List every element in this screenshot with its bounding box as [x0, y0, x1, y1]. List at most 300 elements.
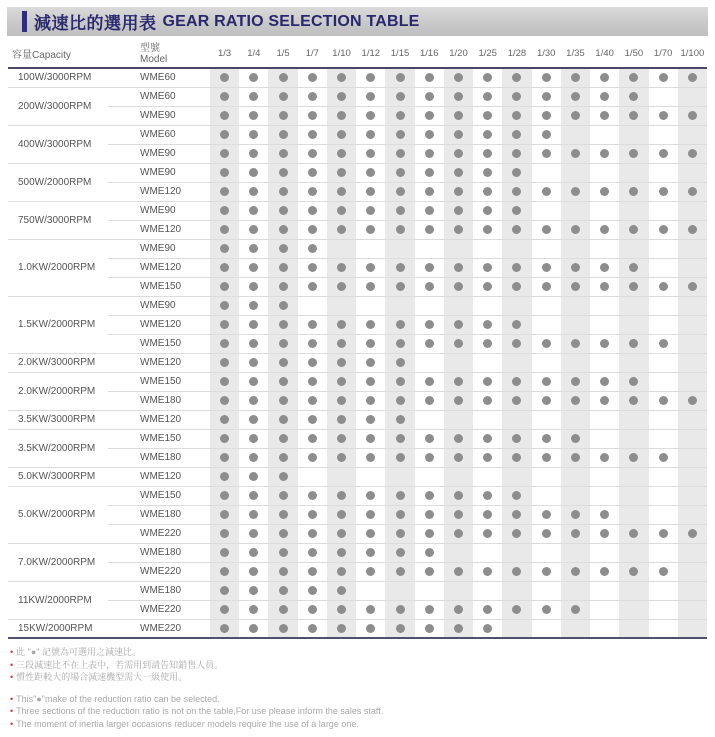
ratio-cell — [415, 106, 444, 125]
ratio-cell — [532, 410, 561, 429]
ratio-column-header: 1/20 — [444, 40, 473, 68]
ratio-cell — [356, 429, 385, 448]
ratio-cell — [473, 296, 502, 315]
model-cell: WME90 — [108, 163, 210, 182]
ratio-cell — [210, 334, 239, 353]
ratio-cell — [356, 334, 385, 353]
availability-dot — [220, 301, 229, 310]
ratio-cell — [649, 600, 678, 619]
table-header-row — [8, 40, 707, 68]
ratio-cell — [356, 277, 385, 296]
ratio-column-header: 1/12 — [356, 40, 385, 68]
note-line — [10, 659, 383, 672]
availability-dot — [571, 92, 580, 101]
ratio-cell — [210, 106, 239, 125]
availability-dot — [542, 377, 551, 386]
ratio-cell — [268, 163, 297, 182]
model-cell: WME120 — [108, 353, 210, 372]
ratio-cell — [239, 315, 268, 334]
availability-dot — [425, 491, 434, 500]
ratio-cell — [590, 201, 619, 220]
ratio-cell — [385, 220, 414, 239]
availability-dot — [542, 339, 551, 348]
ratio-cell — [502, 163, 531, 182]
availability-dot — [220, 73, 229, 82]
ratio-cell — [678, 524, 707, 543]
availability-dot — [308, 225, 317, 234]
ratio-cell — [590, 87, 619, 106]
ratio-cell — [210, 258, 239, 277]
ratio-cell — [239, 581, 268, 600]
availability-dot — [366, 434, 375, 443]
model-cell: WME150 — [108, 277, 210, 296]
availability-dot — [454, 225, 463, 234]
ratio-column-header: 1/35 — [561, 40, 590, 68]
availability-dot — [483, 605, 492, 614]
ratio-cell — [619, 410, 648, 429]
ratio-cell — [327, 277, 356, 296]
availability-dot — [308, 73, 317, 82]
availability-dot — [308, 111, 317, 120]
ratio-cell — [210, 353, 239, 372]
availability-dot — [337, 149, 346, 158]
availability-dot — [425, 320, 434, 329]
ratio-cell — [268, 600, 297, 619]
ratio-cell — [649, 486, 678, 505]
ratio-cell — [532, 144, 561, 163]
ratio-cell — [268, 258, 297, 277]
ratio-cell — [532, 106, 561, 125]
ratio-cell — [502, 258, 531, 277]
ratio-cell — [649, 258, 678, 277]
ratio-cell — [532, 334, 561, 353]
table-row — [8, 543, 707, 562]
availability-dot — [659, 529, 668, 538]
availability-dot — [279, 92, 288, 101]
ratio-cell — [327, 201, 356, 220]
ratio-column-header: 1/16 — [415, 40, 444, 68]
ratio-cell — [561, 239, 590, 258]
availability-dot — [425, 263, 434, 272]
ratio-cell — [590, 372, 619, 391]
ratio-cell — [239, 562, 268, 581]
availability-dot — [366, 396, 375, 405]
availability-dot — [659, 225, 668, 234]
availability-dot — [337, 282, 346, 291]
ratio-cell — [210, 562, 239, 581]
ratio-cell — [590, 125, 619, 144]
availability-dot — [279, 605, 288, 614]
ratio-cell — [590, 505, 619, 524]
table-row — [8, 125, 707, 144]
ratio-column-header: 1/3 — [210, 40, 239, 68]
ratio-cell — [561, 106, 590, 125]
ratio-cell — [532, 220, 561, 239]
availability-dot — [512, 111, 521, 120]
availability-dot — [366, 358, 375, 367]
ratio-cell — [385, 125, 414, 144]
availability-dot — [308, 206, 317, 215]
ratio-cell — [649, 353, 678, 372]
ratio-cell — [532, 163, 561, 182]
ratio-cell — [473, 258, 502, 277]
availability-dot — [571, 396, 580, 405]
ratio-cell — [298, 562, 327, 581]
availability-dot — [454, 187, 463, 196]
availability-dot — [220, 263, 229, 272]
capacity-cell: 100W/3000RPM — [8, 68, 108, 87]
ratio-cell — [268, 562, 297, 581]
availability-dot — [337, 586, 346, 595]
availability-dot — [454, 73, 463, 82]
ratio-cell — [356, 524, 385, 543]
table-row — [8, 467, 707, 486]
ratio-cell — [298, 619, 327, 638]
availability-dot — [483, 130, 492, 139]
availability-dot — [220, 586, 229, 595]
ratio-cell — [561, 258, 590, 277]
ratio-cell — [444, 87, 473, 106]
ratio-cell — [210, 581, 239, 600]
ratio-cell — [473, 87, 502, 106]
availability-dot — [249, 168, 258, 177]
availability-dot — [542, 225, 551, 234]
availability-dot — [396, 453, 405, 462]
availability-dot — [220, 510, 229, 519]
ratio-cell — [210, 239, 239, 258]
note-line — [10, 718, 383, 731]
ratio-cell — [649, 467, 678, 486]
table-row — [8, 277, 707, 296]
ratio-cell — [385, 562, 414, 581]
ratio-cell — [678, 239, 707, 258]
ratio-cell — [298, 220, 327, 239]
table-row — [8, 68, 707, 87]
availability-dot — [542, 149, 551, 158]
page-title-en: GEAR RATIO SELECTION TABLE — [162, 12, 420, 30]
availability-dot — [425, 92, 434, 101]
availability-dot — [249, 282, 258, 291]
ratio-cell — [473, 505, 502, 524]
ratio-cell — [473, 619, 502, 638]
availability-dot — [220, 605, 229, 614]
table-row — [8, 239, 707, 258]
availability-dot — [600, 529, 609, 538]
ratio-cell — [239, 429, 268, 448]
ratio-cell — [444, 182, 473, 201]
ratio-cell — [356, 600, 385, 619]
ratio-column-header: 1/70 — [649, 40, 678, 68]
ratio-cell — [678, 106, 707, 125]
ratio-cell — [415, 619, 444, 638]
note-text: 慣性距較大的場合減速機型需大一級使用。 — [16, 672, 188, 682]
availability-dot — [600, 510, 609, 519]
ratio-cell — [532, 258, 561, 277]
ratio-cell — [502, 87, 531, 106]
ratio-cell — [590, 600, 619, 619]
ratio-cell — [298, 448, 327, 467]
ratio-cell — [415, 125, 444, 144]
availability-dot — [249, 567, 258, 576]
ratio-cell — [532, 353, 561, 372]
ratio-cell — [356, 144, 385, 163]
ratio-cell — [444, 334, 473, 353]
availability-dot — [571, 149, 580, 158]
ratio-cell — [239, 619, 268, 638]
ratio-cell — [678, 182, 707, 201]
ratio-cell — [444, 353, 473, 372]
ratio-cell — [444, 448, 473, 467]
ratio-cell — [532, 239, 561, 258]
availability-dot — [337, 73, 346, 82]
availability-dot — [542, 567, 551, 576]
availability-dot — [688, 111, 697, 120]
ratio-cell — [502, 296, 531, 315]
ratio-cell — [561, 562, 590, 581]
availability-dot — [542, 396, 551, 405]
ratio-cell — [444, 201, 473, 220]
table-row — [8, 296, 707, 315]
availability-dot — [396, 491, 405, 500]
availability-dot — [337, 358, 346, 367]
ratio-cell — [327, 258, 356, 277]
ratio-cell — [385, 201, 414, 220]
ratio-cell — [619, 144, 648, 163]
ratio-column-header: 1/10 — [327, 40, 356, 68]
ratio-cell — [415, 410, 444, 429]
availability-dot — [454, 453, 463, 462]
availability-dot — [337, 510, 346, 519]
availability-dot — [659, 111, 668, 120]
ratio-cell — [444, 277, 473, 296]
ratio-cell — [502, 600, 531, 619]
availability-dot — [396, 168, 405, 177]
availability-dot — [249, 149, 258, 158]
availability-dot — [366, 92, 375, 101]
ratio-cell — [649, 315, 678, 334]
availability-dot — [454, 263, 463, 272]
gear-ratio-selection-table — [8, 40, 707, 639]
availability-dot — [483, 567, 492, 576]
availability-dot — [512, 453, 521, 462]
availability-dot — [425, 111, 434, 120]
availability-dot — [396, 111, 405, 120]
ratio-cell — [210, 144, 239, 163]
ratio-cell — [532, 125, 561, 144]
ratio-cell — [649, 448, 678, 467]
ratio-cell — [327, 87, 356, 106]
availability-dot — [249, 187, 258, 196]
availability-dot — [279, 510, 288, 519]
availability-dot — [512, 339, 521, 348]
model-cell: WME150 — [108, 486, 210, 505]
ratio-cell — [415, 505, 444, 524]
ratio-cell — [327, 125, 356, 144]
ratio-cell — [327, 182, 356, 201]
availability-dot — [629, 187, 638, 196]
availability-dot — [629, 225, 638, 234]
ratio-cell — [502, 220, 531, 239]
availability-dot — [629, 282, 638, 291]
note-bullet-icon: • — [10, 647, 14, 657]
ratio-cell — [649, 163, 678, 182]
ratio-cell — [619, 315, 648, 334]
ratio-cell — [298, 353, 327, 372]
ratio-cell — [210, 315, 239, 334]
availability-dot — [279, 415, 288, 424]
ratio-cell — [502, 391, 531, 410]
availability-dot — [454, 434, 463, 443]
availability-dot — [425, 130, 434, 139]
ratio-cell — [385, 277, 414, 296]
ratio-cell — [239, 106, 268, 125]
model-cell: WME90 — [108, 201, 210, 220]
availability-dot — [483, 282, 492, 291]
ratio-cell — [298, 410, 327, 429]
model-cell: WME220 — [108, 562, 210, 581]
ratio-cell — [590, 277, 619, 296]
availability-dot — [220, 567, 229, 576]
ratio-cell — [210, 220, 239, 239]
ratio-cell — [444, 524, 473, 543]
ratio-cell — [356, 505, 385, 524]
ratio-cell — [298, 600, 327, 619]
availability-dot — [279, 396, 288, 405]
ratio-cell — [619, 543, 648, 562]
table-row — [8, 372, 707, 391]
availability-dot — [337, 605, 346, 614]
ratio-cell — [649, 87, 678, 106]
availability-dot — [396, 225, 405, 234]
model-cell: WME90 — [108, 106, 210, 125]
table-row — [8, 448, 707, 467]
availability-dot — [483, 73, 492, 82]
ratio-cell — [473, 562, 502, 581]
model-cell: WME120 — [108, 467, 210, 486]
ratio-cell — [473, 581, 502, 600]
ratio-cell — [356, 87, 385, 106]
availability-dot — [308, 586, 317, 595]
availability-dot — [483, 624, 492, 633]
ratio-cell — [561, 334, 590, 353]
ratio-cell — [649, 201, 678, 220]
availability-dot — [483, 529, 492, 538]
availability-dot — [279, 529, 288, 538]
availability-dot — [542, 453, 551, 462]
capacity-cell: 11KW/2000RPM — [8, 581, 108, 619]
availability-dot — [454, 339, 463, 348]
availability-dot — [366, 567, 375, 576]
ratio-cell — [239, 144, 268, 163]
ratio-cell — [327, 486, 356, 505]
model-cell: WME180 — [108, 543, 210, 562]
ratio-cell — [502, 448, 531, 467]
ratio-cell — [327, 524, 356, 543]
availability-dot — [337, 168, 346, 177]
ratio-cell — [532, 429, 561, 448]
ratio-cell — [239, 125, 268, 144]
availability-dot — [571, 73, 580, 82]
ratio-cell — [619, 296, 648, 315]
availability-dot — [279, 472, 288, 481]
model-cell: WME220 — [108, 524, 210, 543]
model-cell: WME60 — [108, 125, 210, 144]
ratio-cell — [502, 68, 531, 87]
ratio-cell — [239, 258, 268, 277]
availability-dot — [279, 282, 288, 291]
ratio-cell — [385, 467, 414, 486]
ratio-cell — [298, 163, 327, 182]
table-row — [8, 220, 707, 239]
ratio-cell — [298, 277, 327, 296]
availability-dot — [425, 282, 434, 291]
ratio-cell — [502, 334, 531, 353]
availability-dot — [571, 187, 580, 196]
table-row — [8, 391, 707, 410]
ratio-cell — [532, 562, 561, 581]
availability-dot — [571, 111, 580, 120]
ratio-cell — [327, 315, 356, 334]
ratio-cell — [356, 486, 385, 505]
ratio-cell — [678, 505, 707, 524]
model-cell: WME150 — [108, 429, 210, 448]
ratio-cell — [210, 372, 239, 391]
ratio-cell — [356, 391, 385, 410]
ratio-cell — [415, 467, 444, 486]
ratio-cell — [473, 220, 502, 239]
ratio-cell — [619, 68, 648, 87]
availability-dot — [308, 168, 317, 177]
ratio-cell — [502, 353, 531, 372]
ratio-cell — [619, 353, 648, 372]
ratio-cell — [678, 201, 707, 220]
availability-dot — [337, 206, 346, 215]
availability-dot — [220, 187, 229, 196]
availability-dot — [279, 130, 288, 139]
availability-dot — [308, 377, 317, 386]
availability-dot — [279, 434, 288, 443]
ratio-cell — [298, 258, 327, 277]
availability-dot — [542, 529, 551, 538]
availability-dot — [249, 377, 258, 386]
availability-dot — [337, 453, 346, 462]
availability-dot — [512, 206, 521, 215]
ratio-cell — [298, 87, 327, 106]
ratio-cell — [590, 353, 619, 372]
ratio-cell — [444, 562, 473, 581]
note-bullet-icon: • — [10, 706, 14, 716]
availability-dot — [396, 510, 405, 519]
table-row — [8, 486, 707, 505]
ratio-cell — [356, 562, 385, 581]
ratio-cell — [678, 353, 707, 372]
availability-dot — [483, 377, 492, 386]
availability-dot — [366, 415, 375, 424]
ratio-cell — [415, 296, 444, 315]
ratio-cell — [678, 144, 707, 163]
ratio-cell — [678, 486, 707, 505]
ratio-cell — [619, 182, 648, 201]
model-cell: WME60 — [108, 68, 210, 87]
ratio-cell — [590, 448, 619, 467]
availability-dot — [220, 377, 229, 386]
ratio-cell — [444, 144, 473, 163]
availability-dot — [629, 567, 638, 576]
note-line — [10, 646, 383, 659]
ratio-cell — [268, 372, 297, 391]
availability-dot — [220, 529, 229, 538]
ratio-cell — [619, 581, 648, 600]
